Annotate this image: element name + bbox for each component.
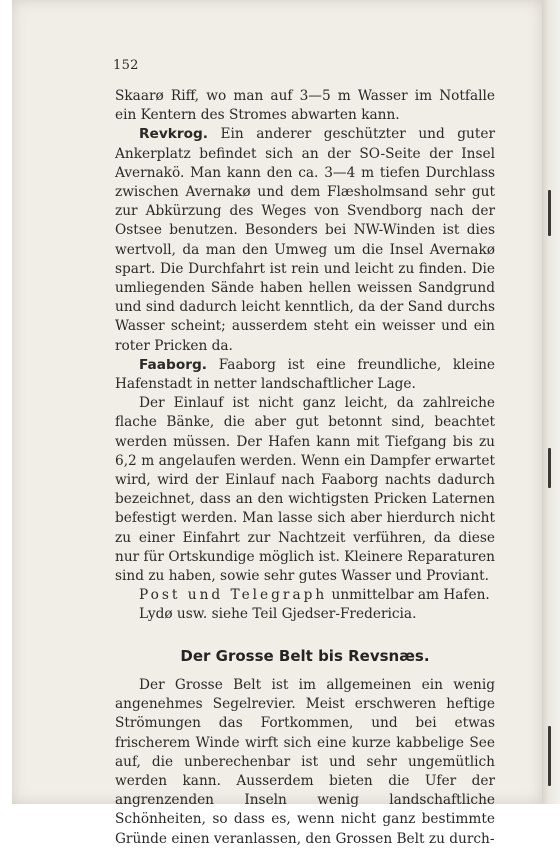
paragraph-faaborg <box>115 356 495 394</box>
term-revkrog: Revkrog. <box>139 126 208 143</box>
paragraph-einlauf: Der Einlauf ist nicht ganz leicht, da zahlreiche flache Bänke, die aber gut betonnt sind, beachtet werden müssen. Der Hafen kann mit Tiefgang bis zu 6,2 m angelaufen werden. Wenn ein Dampfer erwartet wird, wird der Einlauf nach Faaborg nachts dadurch bezeichnet, dass an den wichtigsten Pricken Laternen befestigt werden. Man lasse sich aber hierdurch nicht zu einer Einfahrt zur Nachtzeit verführen, da diese nur für Ortskundige möglich ist. Kleinere Reparaturen sind zu haben, sowie sehr gutes Wasser und Proviant. <box>115 395 495 585</box>
book-page <box>12 0 542 847</box>
paragraph-revkrog-text: Ein anderer geschützter und guter Ankerplatz befindet sich an der SO-Seite der Insel Avernakö. Man kann den ca. 3—4 m tiefen Durchlass zwischen Avernakø und dem Flæsholmsand sehr gut zur Abkürzung des Weges von Svendborg nach der Ostsee benutzen. Besonders bei NW-Winden ist dies wertvoll, da man den Umweg um die Insel Avernakø spart. Die Durchfahrt ist rein und leicht zu finden. Die umliegenden Sände haben hellen weissen Sandgrund und sind dadurch leicht kenntlich, da der Sand durchs Wasser scheint; ausserdem steht ein weisser und ein roter Pricken da. <box>115 126 495 354</box>
paragraph-grosse-belt: Der Grosse Belt ist im allgemeinen ein wenig angenehmes Segelrevier. Meist erschweren heftige Strömungen das Fortkommen, und bei etwas frischerem Winde wirft sich eine kurze kabbelige See auf, die unberechenbar ist und sehr ungemütlich werden kann. Ausserdem bieten die Ufer der angrenzenden Inseln wenig landschaftliche Schönheiten, so dass es, wenn nicht ganz bestimmte Gründe einen veranlassen, den Grossen Belt zu durch- <box>115 676 495 847</box>
term-faaborg: Faaborg. <box>139 356 207 373</box>
section-heading: Der Grosse Belt bis Revsnæs. <box>180 646 430 665</box>
paragraph-lydo: Lydø usw. siehe Teil Gjedser-Fredericia. <box>139 606 417 623</box>
page-body <box>115 87 495 849</box>
paragraph-post-telegraph <box>115 586 495 605</box>
page-edge-mark <box>548 726 551 786</box>
page-number: 152 <box>113 58 139 73</box>
paragraph-revkrog <box>115 125 495 355</box>
post-telegraph-spaced: Post und Telegraph <box>139 587 328 604</box>
page-edge <box>542 0 560 804</box>
page-edge-mark <box>548 190 551 236</box>
paragraph-skaaro-riff: Skaarø Riff, wo man auf 3—5 m Wasser im Notfalle ein Kentern des Stromes abwarten kann. <box>115 88 495 124</box>
post-telegraph-rest: unmittelbar am Hafen. <box>327 587 490 604</box>
paragraph-faaborg-text: Faaborg ist eine freundliche, kleine Hafenstadt in netter landschaftlicher Lage. <box>115 356 495 393</box>
page-edge-mark <box>548 448 551 488</box>
